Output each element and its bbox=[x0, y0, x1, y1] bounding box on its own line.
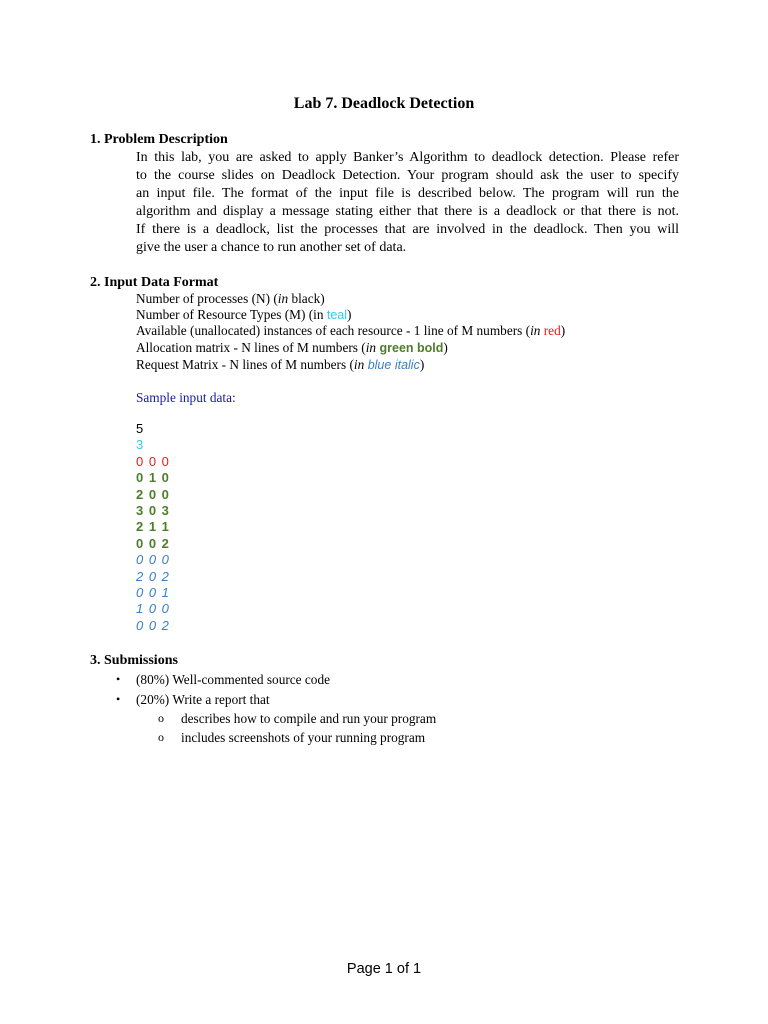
paragraph-line: In this lab, you are asked to apply Banker’s Algorithm to deadlock detection. Please refer bbox=[136, 150, 679, 165]
sub-bullet-marker: o bbox=[158, 730, 164, 744]
paragraph-line: algorithm and display a message stating either that there is a deadlock or that there is not. bbox=[136, 204, 679, 219]
sample-data-row: 0 0 0 bbox=[136, 453, 170, 469]
format-colored-word: red bbox=[540, 323, 561, 338]
page-footer: Page 1 of 1 bbox=[346, 961, 422, 977]
format-line-resource-types bbox=[136, 307, 351, 324]
sample-data-row: 0 1 0 bbox=[136, 470, 170, 486]
sample-data-row: 0 0 1 bbox=[136, 585, 170, 601]
list-item: (80%) Well-commented source code bbox=[136, 672, 330, 687]
sample-data-row: 3 bbox=[136, 437, 145, 453]
bullet-marker: • bbox=[116, 672, 121, 686]
format-text: ) bbox=[560, 323, 566, 338]
format-line-available bbox=[136, 323, 565, 340]
sub-bullet-marker: o bbox=[158, 711, 164, 725]
format-colored-word: green bold bbox=[376, 341, 444, 355]
section-heading-input-data-format: 2. Input Data Format bbox=[90, 275, 219, 290]
format-emphasis: in bbox=[277, 291, 289, 306]
format-emphasis: in bbox=[353, 357, 365, 372]
format-line-request bbox=[136, 357, 424, 374]
list-item: (20%) Write a report that bbox=[136, 692, 270, 707]
sample-data-row: 2 0 0 bbox=[136, 486, 170, 502]
format-emphasis: in bbox=[365, 340, 377, 355]
format-colored-word: blue italic bbox=[364, 358, 420, 372]
document-title: Lab 7. Deadlock Detection bbox=[293, 95, 475, 112]
sample-data-row: 2 1 1 bbox=[136, 519, 170, 535]
sample-input-data bbox=[136, 421, 170, 634]
bullet-marker: • bbox=[116, 692, 121, 706]
format-text: Request Matrix - N lines of M numbers ( bbox=[136, 357, 354, 372]
sample-data-row: 3 0 3 bbox=[136, 503, 170, 519]
sample-data-row: 5 bbox=[136, 421, 145, 436]
problem-description-paragraph bbox=[136, 149, 679, 257]
sub-list-item: describes how to compile and run your program bbox=[181, 711, 437, 726]
section-heading-submissions: 3. Submissions bbox=[90, 653, 178, 668]
sample-data-row: 0 0 2 bbox=[136, 617, 170, 633]
format-line-processes bbox=[136, 291, 325, 308]
format-text: ) bbox=[443, 340, 448, 355]
sample-data-row: 2 0 2 bbox=[136, 568, 170, 584]
sub-list-item: includes screenshots of your running program bbox=[181, 730, 426, 745]
format-text: Allocation matrix - N lines of M numbers ( bbox=[136, 340, 366, 355]
paragraph-line: an input file. The format of the input file is described below. The program will run the bbox=[136, 186, 679, 201]
paragraph-line: If there is a deadlock, list the processes that are involved in the deadlock. Then you will bbox=[136, 222, 679, 237]
section-heading-problem-description: 1. Problem Description bbox=[90, 132, 228, 147]
format-emphasis: in bbox=[530, 323, 541, 338]
format-text: ) bbox=[347, 307, 352, 322]
format-colored-word: teal bbox=[326, 308, 347, 322]
format-text: black) bbox=[288, 291, 325, 306]
sample-data-row: 0 0 0 bbox=[136, 552, 170, 568]
sample-data-row: 0 0 2 bbox=[136, 535, 170, 551]
sample-input-label: Sample input data: bbox=[136, 390, 236, 405]
format-text: Available (unallocated) instances of each resource - 1 line of M numbers ( bbox=[136, 323, 531, 338]
format-text: ) bbox=[419, 357, 425, 372]
format-text: Number of Resource Types (M) (in bbox=[136, 307, 327, 322]
paragraph-line: to the course slides on Deadlock Detection. Your program should ask the user to specify bbox=[136, 168, 679, 183]
format-text: Number of processes (N) ( bbox=[136, 291, 278, 306]
format-line-allocation bbox=[136, 340, 448, 357]
sample-data-row: 1 0 0 bbox=[136, 601, 170, 617]
paragraph-line: give the user a chance to run another set of data. bbox=[136, 240, 407, 255]
